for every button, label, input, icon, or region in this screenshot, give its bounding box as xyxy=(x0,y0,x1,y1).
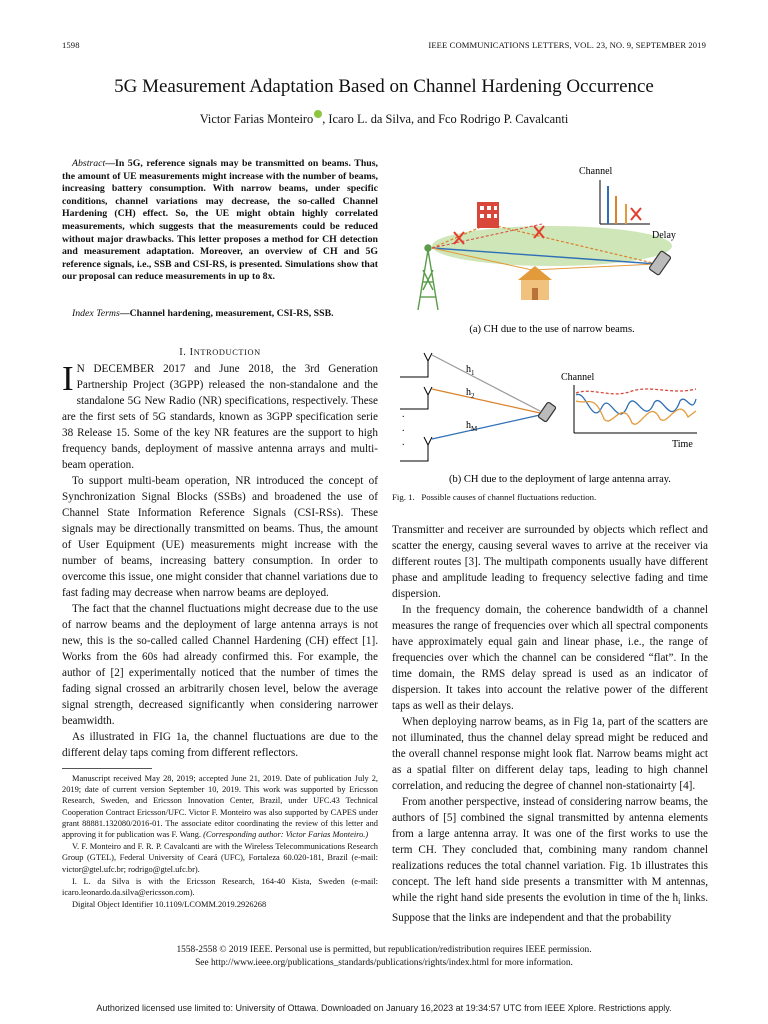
copyright-notice: 1558-2558 © 2019 IEEE. Personal use is permitted, but republication/redistribution requires IEEE permission. xyxy=(176,945,592,955)
license-notice: Authorized licensed use limited to: University of Ottawa. Downloaded on January 16,2023 at 19:34:57 UTC from IEEE Xplore. Restrictions apply. xyxy=(96,1003,672,1013)
right-paragraph-3: When deploying narrow beams, as in Fig 1a, part of the scatters are not illuminated, thus the channel delay spread might be reduced and the overall channel response might look flat. Narrow beams might act as a spatial filter on different delay taps, leading to high channel correlation, and reducing the degree of channel non-stationairty [4]. xyxy=(392,716,708,792)
footnote-affiliation-1: V. F. Monteiro and F. R. P. Cavalcanti are with the Wireless Telecommunications Research Group (GTEL), Federal University of Ceará (UFC), Fortaleza 60.020-181, Brazil (e-mail: victor@gtel.ufc.br; rodrigo@gtel.ufc.br). xyxy=(62,842,378,874)
footnote-manuscript: Manuscript received May 28, 2019; accepted June 21, 2019. Date of publication July 2, 2019; date of current version September 10, 2019. This work was supported by Ericsson Research, Sweden, and Ericsson Innovation Center, Brazil, under UFC.43 Technical Cooperation Contract Ericsson/UFC. Victor F. Monteiro was also supported by CAPES under grant 88881.132080/2016-01. The associate editor coordinating the review of this letter and approving it for publication was F. Wang. xyxy=(62,774,378,840)
right-paragraph-1: Transmitter and receiver are surrounded by objects which reflect and scatter the energy, causing several waves to arrive at the receiver via different routes [3]. The multipath components usually have different phase and amplitude leading to frequency selective fading and time dispersion. xyxy=(392,524,708,600)
time-evolution-plot xyxy=(561,372,697,450)
intro-paragraph-2: To support multi-beam operation, NR introduced the concept of Synchronization Signal Blocks (SSBs) and broadened the use of Channel State Information Reference Signals (CSI-RSs). These signals may be directionally transmitted on beams. Thus, the amount of User Equipment (UE) measurements might increase with the number of beams, increasing battery consumption. In order to overcome this issue, one might consider that channel variations due to fast fading may decrease when narrow beams are deployed. xyxy=(62,475,378,599)
section-title-rest: NTRODUCTION xyxy=(193,348,261,357)
footnote-rule xyxy=(62,768,152,769)
dots-3: . xyxy=(402,437,405,448)
house-icon xyxy=(518,266,552,300)
building-icon xyxy=(477,202,499,228)
h2-label: $h_2$ xyxy=(466,387,475,400)
journal-header: IEEE COMMUNICATIONS LETTERS, VOL. 23, NO. 9, SEPTEMBER 2019 xyxy=(428,40,706,50)
rights-url[interactable]: See http://www.ieee.org/publications_standards/publications/rights/index.html for more information. xyxy=(195,958,573,968)
introduction-body xyxy=(62,361,378,761)
footnote-corresponding: (Corresponding author: Victor Farias Monteiro.) xyxy=(203,830,369,840)
right-paragraph-4: From another perspective, instead of considering narrow beams, the authors of [5] combined the signal transmitted by antenna elements from a large antenna array. It was one of the first works to use the term CH. They concluded that, combining many random channel realizations reduces the total channel variation. Fig. 1b illustrates this concept. The left hand side presents a transmitter with M antennas, while the right hand side presents the evolution in time of the $h_i$ links. Suppose that the links are independent and that the probability xyxy=(392,796,708,925)
right-paragraph-2: In the frequency domain, the coherence bandwidth of a channel measures the range of frequencies over which all spectral components have approximately equal gain and linear phase, i.e., the range of frequencies over which the channel can be considered “flat”. In the time domain, the RMS delay spread is used as an indicator of dispersion. It takes into account the relative power of the different taps as well as their delays. xyxy=(392,604,708,712)
section-number: I. I xyxy=(179,347,194,358)
first-author: Victor Farias Monteiro xyxy=(199,112,314,127)
fig1a-caption: (a) CH due to the use of narrow beams. xyxy=(469,324,635,335)
tower-icon xyxy=(418,245,438,310)
footnote-doi: Digital Object Identifier 10.1109/LCOMM.2019.2926268 xyxy=(72,900,267,910)
figure-1a xyxy=(392,152,712,342)
fig1a-delay-label: Delay xyxy=(652,230,676,241)
author-line xyxy=(0,110,768,127)
index-terms-label: Index Terms xyxy=(72,308,120,319)
h1-label: $h_1$ xyxy=(466,364,475,377)
figure-label: Fig. 1. xyxy=(392,492,415,502)
dropcap: I xyxy=(62,359,74,398)
phone-icon xyxy=(538,402,557,422)
page-number: 1598 xyxy=(62,40,80,50)
fig1b-channel-label: Channel xyxy=(561,372,595,383)
intro-paragraph-3: The fact that the channel fluctuations might decrease due to the use of narrow beams and the deployment of large antenna arrays is not new, this is the so-called called Channel Hardening (CH) effect [1]. Works from the 60s had already confirmed this. For example, the author of [2] experimentally noticed that the number of times the fading signal crossed an arbitrarily chosen level, below the average signal strength, decreased significantly when considering narrower beamwidth. xyxy=(62,603,378,727)
figure-caption-text: Possible causes of channel fluctuations reduction. xyxy=(421,492,597,502)
narrow-beam xyxy=(432,226,672,266)
dots-1: . xyxy=(402,409,405,420)
fig1a-channel-label: Channel xyxy=(579,166,613,177)
index-terms xyxy=(62,308,378,321)
footnotes xyxy=(62,773,378,911)
link-lines xyxy=(432,355,540,439)
abstract-text: In 5G, reference signals may be transmitted on beams. Thus, the amount of UE measurements might increase with the number of beams, increasing battery consumption. With narrow beams, under specific conditions, channel variations may decrease, the so-called Channel Hardening (CH) effect. So, the UE might obtain highly correlated measurements, which suggests that the measurements could be reduced without major drawbacks. This letter proposes a method for CH detection and measurement adaptation. Moreover, an overview of CH and 5G reference signals, i.e., SSB and CSI-RS, is presented. Simulations show that our proposal can reduce measurements in up to 8x. xyxy=(62,158,378,283)
paper-title: 5G Measurement Adaptation Based on Channel Hardening Occurrence xyxy=(114,76,654,97)
fig1b-time-label: Time xyxy=(672,439,693,450)
abstract xyxy=(62,158,378,284)
other-authors: , Icaro L. da Silva, and Fco Rodrigo P. Cavalcanti xyxy=(322,112,569,127)
index-terms-text: Channel hardening, measurement, CSI-RS, SSB. xyxy=(129,308,334,319)
intro-paragraph-1: N DECEMBER 2017 and June 2018, the 3rd Generation Partnership Project (3GPP) released the non-standalone and the standalone 5G New Radio (NR) specifications, respectively. These are the first sets of 5G standards, known as 3GPP specification serie 38 Release 15. Some of the key NR features are the support to high frequency bands, deployment of massive antenna arrays and multi-beam operation. xyxy=(62,363,378,471)
hM-label: $h_M$ xyxy=(466,420,478,433)
right-column-body xyxy=(392,522,708,926)
index-terms-dash: — xyxy=(119,308,130,319)
section-heading xyxy=(62,347,378,358)
abstract-dash: — xyxy=(105,158,115,169)
dots-2: . xyxy=(402,423,405,434)
abstract-label: Abstract xyxy=(72,158,106,169)
figure-1b xyxy=(392,345,712,485)
intro-paragraph-4: As illustrated in FIG 1a, the channel fluctuations are due to the different delay taps coming from different reflectors. xyxy=(62,731,378,759)
footnote-affiliation-2: I. L. da Silva is with the Ericsson Research, 164-40 Kista, Sweden (e-mail: icaro.leonardo.da.silva@ericsson.com). xyxy=(62,876,378,898)
antenna-array xyxy=(400,353,432,461)
figure-caption xyxy=(392,492,596,502)
fig1b-caption: (b) CH due to the deployment of large antenna array. xyxy=(449,474,671,485)
